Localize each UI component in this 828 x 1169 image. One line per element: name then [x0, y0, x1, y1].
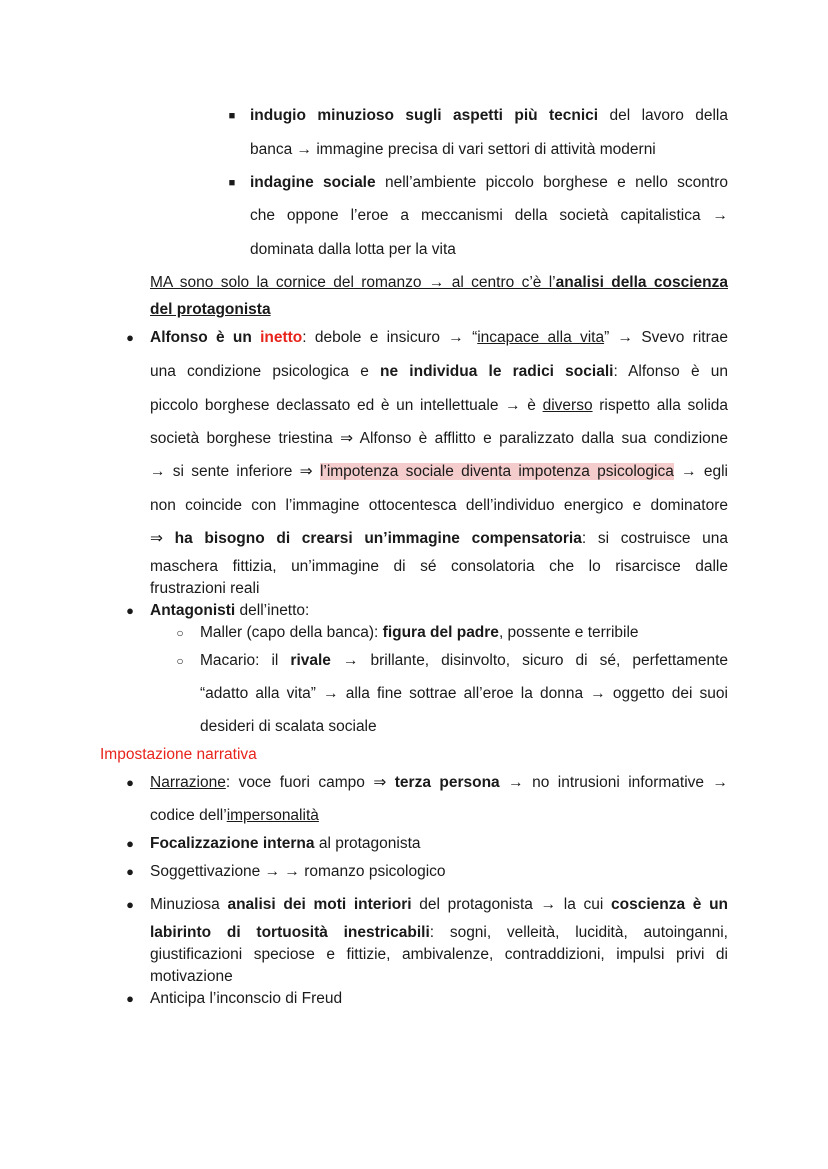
text-line: dominata dalla lotta per la vita — [250, 241, 456, 258]
text-line: maschera fittizia, un’immagine di sé consolatoria che lo risarcisce dalle — [150, 558, 728, 575]
text-span: → brillante, disinvolto, sicuro di sé, perfettamente — [330, 652, 728, 669]
disc-bullet-icon: ● — [126, 330, 134, 345]
square-bullet-icon: ■ — [228, 110, 236, 122]
underlined-text: diverso — [542, 397, 593, 414]
text-line: giustificazioni speciose e fittizie, ambivalenze, contraddizioni, impulsi privi di — [150, 946, 728, 963]
text-line: desideri di scalata sociale — [200, 718, 377, 735]
text-span: : voce fuori campo ⇒ — [225, 774, 395, 791]
text-line: banca → immagine precisa di vari settori di attività moderni — [250, 141, 656, 158]
underlined-text: impersonalità — [226, 807, 319, 824]
text-line — [150, 529, 728, 549]
text-span: ⇒ — [150, 530, 175, 547]
bold-text: Alfonso è un — [150, 329, 261, 346]
disc-bullet-icon: ● — [126, 603, 134, 618]
bold-text: analisi della coscienza — [555, 274, 728, 291]
text-span: rispetto alla solida — [592, 397, 729, 414]
text-span: → no intrusioni informative → — [499, 774, 728, 791]
bold-text: figura del padre — [382, 624, 499, 641]
text-span: MA sono solo la cornice del romanzo → al centro c’è l’ — [150, 274, 556, 291]
text-line — [250, 106, 728, 126]
bold-text: indugio minuzioso sugli aspetti più tecnici — [250, 107, 599, 124]
text-line: società borghese triestina ⇒ Alfonso è afflitto e paralizzato dalla sua condizione — [150, 430, 728, 447]
text-span: dell’inetto: — [235, 602, 310, 619]
underlined-line — [150, 273, 728, 293]
text-span: : debole e insicuro → “ — [302, 329, 478, 346]
text-line — [150, 462, 728, 482]
bold-text: coscienza è un — [611, 896, 729, 913]
bold-text: indagine sociale — [250, 174, 376, 191]
text-span: del protagonista → la cui — [411, 896, 611, 913]
underlined-text: incapace alla vita — [477, 329, 605, 346]
text-span: codice dell’ — [150, 807, 227, 824]
bold-text: Antagonisti — [150, 602, 236, 619]
bold-text: rivale — [290, 652, 331, 669]
circle-bullet-icon: ○ — [176, 626, 184, 640]
text-line: che oppone l’eroe a meccanismi della società capitalistica → — [250, 207, 728, 224]
text-line — [150, 328, 728, 348]
bold-text: terza persona — [394, 774, 500, 791]
disc-bullet-icon: ● — [126, 864, 134, 879]
bold-text: labirinto di tortuosità inestricabili — [150, 924, 430, 941]
underlined-text: Narrazione — [150, 774, 226, 791]
bold-text: ha bisogno di crearsi un’immagine compensatoria — [174, 530, 582, 547]
text-line — [150, 362, 728, 382]
text-line: frustrazioni reali — [150, 580, 260, 597]
text-span: : si costruisce una — [581, 530, 729, 547]
underlined-bold-line: del protagonista — [150, 301, 271, 318]
text-line — [200, 651, 728, 671]
text-line — [150, 923, 728, 943]
text-span: al protagonista — [314, 835, 421, 852]
text-span: piccolo borghese declassato ed è un intellettuale → è — [150, 397, 543, 414]
inetto-keyword: inetto — [260, 329, 303, 346]
text-line — [150, 834, 421, 854]
bold-text: analisi dei moti interiori — [227, 896, 412, 913]
text-span: , possente e terribile — [498, 624, 639, 641]
text-line — [150, 895, 728, 915]
text-line — [150, 806, 319, 826]
text-line: Soggettivazione → → romanzo psicologico — [150, 863, 446, 880]
disc-bullet-icon: ● — [126, 775, 134, 790]
disc-bullet-icon: ● — [126, 897, 134, 912]
text-span: : sogni, velleità, lucidità, autoinganni, — [429, 924, 728, 941]
section-heading: Impostazione narrativa — [100, 746, 257, 763]
text-line — [150, 396, 728, 416]
bold-text: Focalizzazione interna — [150, 835, 315, 852]
disc-bullet-icon: ● — [126, 991, 134, 1006]
text-span: Minuziosa — [150, 896, 228, 913]
text-line: “adatto alla vita” → alla fine sottrae all’eroe la donna → oggetto dei suoi — [200, 685, 728, 702]
text-span: ” → Svevo ritrae — [604, 329, 728, 346]
text-line: motivazione — [150, 968, 233, 985]
highlighted-text: l’impotenza sociale diventa impotenza psicologica — [319, 463, 674, 480]
text-span: → egli — [673, 463, 728, 480]
text-span: nell’ambiente piccolo borghese e nello scontro — [375, 174, 728, 191]
text-span: Maller (capo della banca): — [200, 624, 383, 641]
text-line — [150, 601, 309, 621]
text-line — [200, 623, 639, 643]
bold-text: ne individua le radici sociali — [380, 363, 614, 380]
text-line: non coincide con l’immagine ottocentesca dell’individuo energico e dominatore — [150, 497, 728, 514]
text-span: una condizione psicologica e — [150, 363, 381, 380]
circle-bullet-icon: ○ — [176, 654, 184, 668]
text-span: : Alfonso è un — [613, 363, 729, 380]
text-span: Macario: il — [200, 652, 291, 669]
text-line — [250, 173, 728, 193]
disc-bullet-icon: ● — [126, 836, 134, 851]
text-line — [150, 773, 728, 793]
square-bullet-icon: ■ — [228, 177, 236, 189]
text-span: → si sente inferiore ⇒ — [150, 463, 320, 480]
text-span: del lavoro della — [598, 107, 728, 124]
text-line: Anticipa l’inconscio di Freud — [150, 990, 343, 1007]
